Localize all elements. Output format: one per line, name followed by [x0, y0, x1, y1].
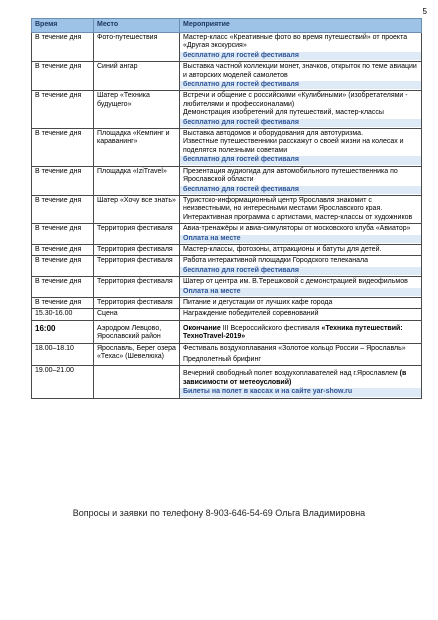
time-cell: 19.00–21.00: [32, 366, 94, 398]
event-cell: [180, 366, 422, 398]
free-entry-note: бесплатно для гостей фестиваля: [180, 52, 421, 60]
event-line: Шатер от центра им. В.Терешковой с демонстрацией видеофильмов: [183, 278, 408, 286]
header-event: Мероприятие: [180, 19, 422, 33]
event-line: Фестиваль воздухоплавания «Золотое кольцо России – Ярославль»: [183, 344, 406, 352]
event-cell: [180, 277, 422, 298]
table-row: [32, 366, 422, 398]
event-line: Мастер-классы, фотозоны, аттракционы и батуты для детей.: [183, 245, 382, 253]
time-cell: В течение дня: [32, 224, 94, 245]
event-line: Туристско-информационный центр Ярославля знакомит с неизвестными, но интересными местами Ярославского края.: [183, 196, 383, 213]
time-cell: 16:00: [32, 320, 94, 343]
event-bold-title: «Техника путешествий: ТехноTravel-2019»: [183, 324, 403, 341]
event-cell: [180, 224, 422, 245]
event-line: Интерактивная программа с артистами, мастер-классы от художников: [183, 213, 413, 221]
place-cell: [94, 366, 180, 398]
time-cell: В течение дня: [32, 195, 94, 223]
header-place: Место: [94, 19, 180, 33]
place-cell: Сцена: [94, 309, 180, 320]
event-cell: [180, 320, 422, 343]
time-cell: В течение дня: [32, 62, 94, 91]
place-cell: Территория фестиваля: [94, 277, 180, 298]
table-row: [32, 320, 422, 343]
table-row: [32, 277, 422, 298]
table-row: [32, 33, 422, 62]
place-cell: Шатер «Хочу все знать»: [94, 195, 180, 223]
event-cell: [180, 244, 422, 255]
event-line: Мастер-класс «Креативные фото во время путешествий» от проекта «Другая экскурсия»: [183, 34, 408, 50]
place-cell: Территория фестиваля: [94, 244, 180, 255]
event-cell: [180, 91, 422, 129]
time-cell: В течение дня: [32, 91, 94, 129]
table-row: [32, 166, 422, 195]
table-row: [32, 129, 422, 167]
event-line: Встречи и общение с российскими «Кулибиными» (изобретателями - любителями и профессионалами): [183, 92, 408, 108]
event-line: Демонстрация изобретений для путешествий, мастер-классы: [183, 109, 384, 117]
table-row: [32, 309, 422, 320]
table-row: [32, 244, 422, 255]
place-cell: Территория фестиваля: [94, 297, 180, 308]
paid-note: Оплата на месте: [180, 288, 421, 296]
free-entry-note: бесплатно для гостей фестиваля: [180, 119, 421, 127]
event-line: Работа интерактивной площадки Городского телеканала: [183, 257, 369, 265]
paid-note: Оплата на месте: [180, 235, 421, 243]
place-cell: Ярославль, Берег озера «Техас» (Шевелюха): [94, 343, 180, 366]
table-row: [32, 256, 422, 277]
event-weather-note: (в зависимости от метеоусловий): [183, 370, 407, 386]
table-row: [32, 224, 422, 245]
event-bold-ending: Окончание: [183, 324, 221, 332]
event-line: Выставка частной коллекции монет, значков, открыток по теме авиации и авторских моделей самолетов: [183, 63, 417, 79]
contact-footer: Вопросы и заявки по телефону 8-903-646-54-69 Ольга Владимировна: [72, 508, 366, 518]
free-entry-note: бесплатно для гостей фестиваля: [180, 81, 421, 89]
event-cell: [180, 129, 422, 167]
table-header: [32, 19, 422, 33]
place-cell: Шатер «Техника будущего»: [94, 91, 180, 129]
table-row: [32, 195, 422, 223]
event-line: Предполетный брифинг: [183, 356, 261, 363]
event-cell: Награждение победителей соревнований: [180, 309, 422, 320]
time-cell: В течение дня: [32, 256, 94, 277]
event-cell: [180, 343, 422, 366]
header-time: Время: [32, 19, 94, 33]
event-line: Вечерний свободный полет воздухоплавателей над г.Ярославлем: [183, 370, 398, 378]
event-line: Известные путешественники расскажут о своей жизни на колесах и поделятся полезными советами: [183, 138, 404, 154]
time-cell: В течение дня: [32, 297, 94, 308]
time-cell: 15.30-16.00: [32, 309, 94, 320]
event-cell: [180, 256, 422, 277]
event-line: Выставка автодомов и оборудования для автотуризма.: [183, 130, 364, 138]
event-cell: [180, 166, 422, 195]
event-cell: [180, 297, 422, 308]
event-cell: [180, 195, 422, 223]
time-cell: В течение дня: [32, 277, 94, 298]
free-entry-note: бесплатно для гостей фестиваля: [180, 156, 421, 164]
schedule-table: [31, 18, 422, 399]
event-line: Авиа-тренажёры и авиа-симуляторы от московского клуба «Авиатор»: [183, 225, 411, 233]
time-cell: 18.00–18.10: [32, 343, 94, 366]
free-entry-note: бесплатно для гостей фестиваля: [180, 186, 421, 194]
tickets-note: Билеты на полет в кассах и на сайте yar-show.ru: [180, 388, 421, 396]
free-entry-note: бесплатно для гостей фестиваля: [180, 267, 421, 275]
place-cell: Аэродром Левцово, Ярославский район: [94, 320, 180, 343]
place-cell: Площадка «Кемпинг и караванинг»: [94, 129, 180, 167]
time-cell: В течение дня: [32, 129, 94, 167]
time-cell: В течение дня: [32, 166, 94, 195]
event-line: Питание и дегустации от лучших кафе города: [183, 298, 333, 306]
place-cell: Площадка «IziTravel»: [94, 166, 180, 195]
event-cell: [180, 33, 422, 62]
time-cell: В течение дня: [32, 244, 94, 255]
event-cell: [180, 62, 422, 91]
page-number: 5: [422, 7, 427, 16]
place-cell: Территория фестиваля: [94, 224, 180, 245]
table-row: [32, 62, 422, 91]
table-row: [32, 91, 422, 129]
time-cell: В течение дня: [32, 33, 94, 62]
event-line: Презентация аудиогида для автомобильного путешественника по Ярославской области: [183, 167, 398, 184]
table-row: [32, 343, 422, 366]
place-cell: Территория фестиваля: [94, 256, 180, 277]
place-cell: Синий ангар: [94, 62, 180, 91]
table-row: [32, 297, 422, 308]
place-cell: Фото-путешествия: [94, 33, 180, 62]
event-text: III Всероссийского фестиваля: [220, 324, 322, 332]
